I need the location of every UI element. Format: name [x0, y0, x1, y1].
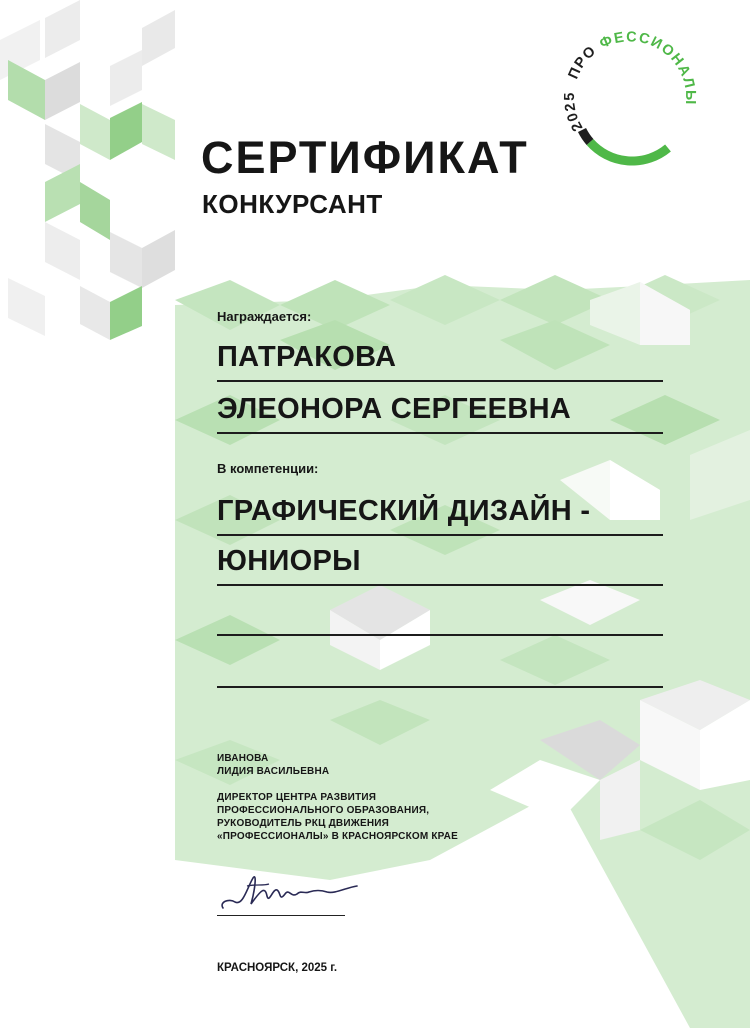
- competence-line-3: [217, 590, 663, 636]
- signatory-position-3: РУКОВОДИТЕЛЬ РКЦ ДВИЖЕНИЯ: [217, 818, 390, 829]
- competence-line-1: ГРАФИЧЕСКИЙ ДИЗАЙН -: [217, 490, 663, 536]
- signature-line: [217, 915, 345, 916]
- certificate-subtitle: КОНКУРСАНТ: [202, 189, 383, 219]
- certificate-title: СЕРТИФИКАТ: [201, 132, 529, 183]
- competence-label: В компетенции:: [217, 461, 319, 476]
- signatory-position-2: ПРОФЕССИОНАЛЬНОГО ОБРАЗОВАНИЯ,: [217, 805, 430, 816]
- competence-line-4: [217, 642, 663, 688]
- name-line-1: ПАТРАКОВА: [217, 336, 663, 382]
- handwritten-signature: [217, 868, 367, 916]
- awarded-label: Награждается:: [217, 309, 312, 324]
- logo-year: 2025: [561, 91, 587, 134]
- profi-logo: [560, 30, 700, 170]
- logo-word-dark: ПРО: [565, 42, 600, 82]
- signatory-given-name: ЛИДИЯ ВАСИЛЬЕВНА: [217, 766, 330, 777]
- logo-word-green: ФЕССИОНАЛЫ: [597, 30, 699, 106]
- signatory-position-4: «ПРОФЕССИОНАЛЫ» В КРАСНОЯРСКОМ КРАЕ: [217, 831, 458, 842]
- logo-text: [562, 30, 698, 134]
- name-line-2: ЭЛЕОНОРА СЕРГЕЕВНА: [217, 388, 663, 434]
- competence-line-2: ЮНИОРЫ: [217, 540, 663, 586]
- top-left-cubes: [0, 0, 175, 340]
- signatory-position-1: ДИРЕКТОР ЦЕНТРА РАЗВИТИЯ: [217, 792, 377, 803]
- signatory-surname: ИВАНОВА: [217, 753, 269, 764]
- city-year: КРАСНОЯРСК, 2025 г.: [217, 962, 338, 974]
